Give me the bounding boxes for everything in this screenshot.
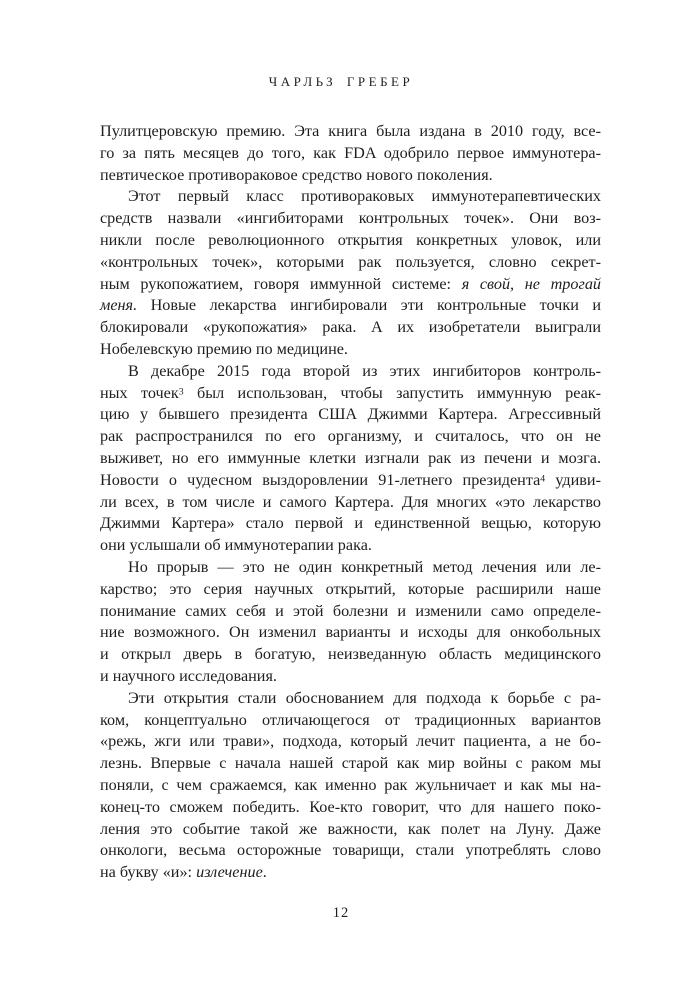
text-line: ком, концептуально отличающегося от традиционных вариантов bbox=[100, 710, 601, 729]
text-line: Этот первый класс противораковых иммунотерапевтических bbox=[128, 187, 601, 206]
text-line: певтическое противораковое средство нового поколения. bbox=[100, 165, 493, 184]
text-line: меня. Новые лекарства ингибировали эти контрольные точки и bbox=[100, 296, 601, 315]
text-line: лезнь. Впервые с начала нашей старой как мир войны с раком мы bbox=[100, 754, 601, 773]
text-line: выживет, но его иммунные клетки изгнали рак из печени и мозга. bbox=[100, 448, 601, 467]
text-line: и открыл дверь в богатую, неизведанную область медицинского bbox=[100, 645, 601, 664]
text-line: ления это событие такой же важности, как полет на Луну. Даже bbox=[100, 819, 601, 838]
text-line: Новости о чудесном выздоровлении 91-летнего президента$^4$ удиви- bbox=[100, 470, 601, 489]
text-line: Но прорыв — это не один конкретный метод лечения или ле- bbox=[128, 557, 601, 576]
text-line: ние возможного. Он изменил варианты и исходы для онкобольных bbox=[100, 623, 601, 642]
text-line: блокировали «рукопожатия» рака. А их изобретатели выиграли bbox=[100, 318, 601, 337]
text-line: они услышали об иммунотерапии рака. bbox=[100, 536, 372, 555]
text-line: В декабре 2015 года второй из этих ингибиторов контроль- bbox=[128, 361, 601, 380]
text-line: «контрольных точек», которыми рак пользуется, словно секрет- bbox=[100, 252, 601, 271]
paragraph bbox=[100, 361, 601, 557]
paragraph bbox=[100, 688, 601, 884]
text-line: Нобелевскую премию по медицине. bbox=[100, 339, 348, 358]
text-block bbox=[100, 121, 601, 884]
text-line: рак распространился по его организму, и считалось, что он не bbox=[100, 427, 601, 446]
text-line: поняли, с чем сражаемся, как именно рак жульничает и как мы на- bbox=[100, 775, 601, 794]
paragraph bbox=[100, 121, 601, 186]
text-line: «режь, жги или трави», подхода, который лечит пациента, а не бо- bbox=[100, 732, 601, 751]
text-line: средств назвали «ингибиторами контрольных точек». Они воз- bbox=[100, 209, 601, 228]
paragraph bbox=[100, 186, 601, 360]
text-line: го за пять месяцев до того, как FDA одобрило первое иммунотера- bbox=[100, 143, 601, 162]
text-line: понимание самих себя и этой болезни и изменили само определе- bbox=[100, 601, 601, 620]
text-line: Пулитцеровскую премию. Эта книга была издана в 2010 году, все- bbox=[100, 122, 601, 140]
page-number: 12 bbox=[332, 905, 350, 921]
footnote-marker: 3 bbox=[178, 385, 184, 397]
text-line: конец-то сможем победить. Кое-кто говорит, что для нашего поко- bbox=[100, 797, 601, 816]
text-line: и научного исследования. bbox=[100, 666, 277, 685]
text-line: Эти открытия стали обоснованием для подхода к борьбе с ра- bbox=[128, 688, 601, 707]
text-line: цию у бывшего президента США Джимми Картера. Агрессивный bbox=[100, 405, 601, 424]
footnote-marker: 4 bbox=[540, 473, 546, 485]
running-head: ЧАРЛЬЗ ГРЕБЕР bbox=[268, 74, 414, 89]
text-line: онкологи, весьма осторожные товарищи, стали употреблять слово bbox=[100, 841, 601, 860]
text-line: на букву «и»: излечение. bbox=[100, 863, 267, 882]
text-line: никли после революционного открытия конкретных уловок, или bbox=[100, 230, 601, 249]
text-line: карство; это серия научных открытий, которые расширили наше bbox=[100, 579, 601, 598]
text-line: Джимми Картера» стало первой и единственной вещью, которую bbox=[100, 514, 601, 533]
text-line: ным рукопожатием, говоря иммунной системе: я свой, не трогай bbox=[100, 274, 602, 293]
text-line: ли всех, в том числе и самого Картера. Для многих «это лекарство bbox=[100, 492, 601, 511]
paragraph bbox=[100, 557, 601, 688]
text-line: ных точек$^3$ был использован, чтобы запустить иммунную реак- bbox=[100, 383, 602, 402]
